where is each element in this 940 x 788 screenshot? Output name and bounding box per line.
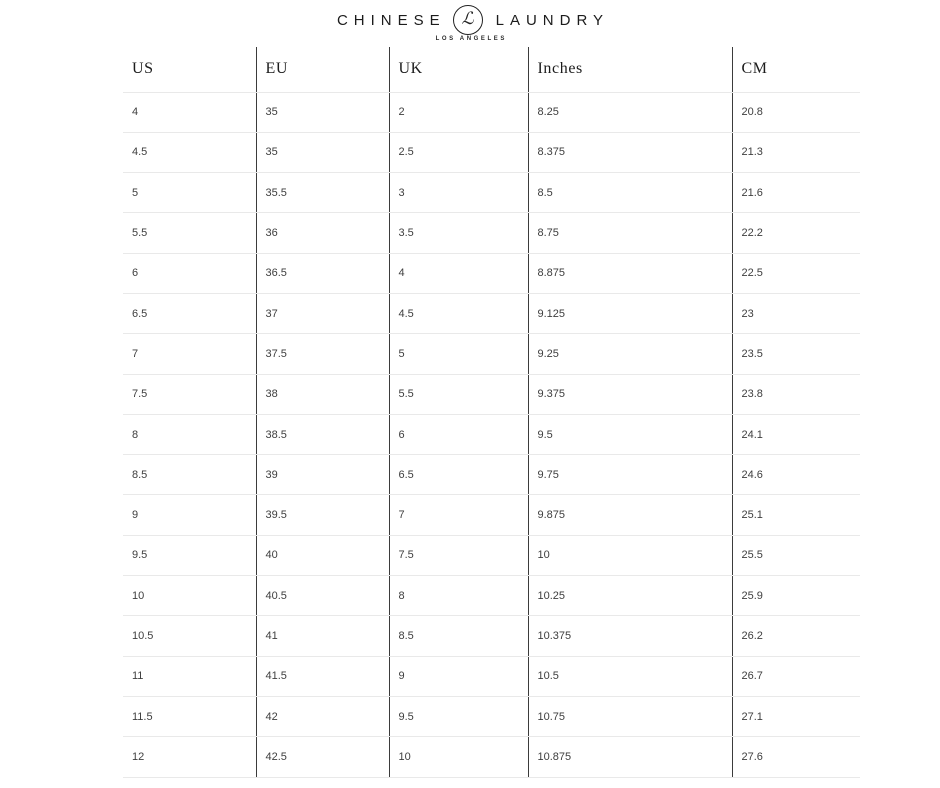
cell-uk: 8.5 <box>389 616 528 656</box>
column-header-inches: Inches <box>528 47 732 92</box>
cell-cm: 22.5 <box>732 253 860 293</box>
brand-header <box>0 5 940 42</box>
size-table-body <box>123 92 860 777</box>
cell-uk: 9 <box>389 656 528 696</box>
cell-inches: 10.875 <box>528 737 732 777</box>
table-row <box>123 737 860 777</box>
cell-eu: 41.5 <box>256 656 389 696</box>
brand-name-left: CHINESE <box>336 11 446 29</box>
cell-us: 4.5 <box>123 132 256 172</box>
cell-inches: 10 <box>528 535 732 575</box>
cell-eu: 37 <box>256 293 389 333</box>
cell-us: 5 <box>123 173 256 213</box>
cell-us: 11.5 <box>123 696 256 736</box>
cell-cm: 23.5 <box>732 334 860 374</box>
cell-us: 6.5 <box>123 293 256 333</box>
cell-cm: 21.6 <box>732 173 860 213</box>
cell-inches: 9.5 <box>528 414 732 454</box>
cell-inches: 8.75 <box>528 213 732 253</box>
column-header-us: US <box>123 47 256 92</box>
cell-eu: 39.5 <box>256 495 389 535</box>
cell-cm: 25.5 <box>732 535 860 575</box>
cell-eu: 35.5 <box>256 173 389 213</box>
table-row <box>123 173 860 213</box>
cell-eu: 41 <box>256 616 389 656</box>
table-row <box>123 535 860 575</box>
cell-inches: 9.375 <box>528 374 732 414</box>
table-row <box>123 132 860 172</box>
cell-us: 10.5 <box>123 616 256 656</box>
cell-cm: 26.7 <box>732 656 860 696</box>
cell-uk: 6.5 <box>389 455 528 495</box>
cell-cm: 22.2 <box>732 213 860 253</box>
header-row <box>123 47 860 92</box>
cell-cm: 23.8 <box>732 374 860 414</box>
cell-cm: 23 <box>732 293 860 333</box>
table-row <box>123 455 860 495</box>
cell-uk: 5.5 <box>389 374 528 414</box>
brand-logo <box>331 5 609 35</box>
brand-emblem-icon <box>453 5 483 35</box>
cell-eu: 40.5 <box>256 576 389 616</box>
cell-inches: 10.25 <box>528 576 732 616</box>
cell-us: 9 <box>123 495 256 535</box>
cell-eu: 42 <box>256 696 389 736</box>
table-row <box>123 656 860 696</box>
cell-eu: 35 <box>256 92 389 132</box>
size-chart-table <box>123 47 860 778</box>
cell-eu: 35 <box>256 132 389 172</box>
cell-eu: 42.5 <box>256 737 389 777</box>
cell-uk: 5 <box>389 334 528 374</box>
cell-uk: 10 <box>389 737 528 777</box>
cell-uk: 4 <box>389 253 528 293</box>
cell-eu: 36 <box>256 213 389 253</box>
cell-cm: 25.1 <box>732 495 860 535</box>
cell-uk: 6 <box>389 414 528 454</box>
column-header-cm: CM <box>732 47 860 92</box>
cell-inches: 10.75 <box>528 696 732 736</box>
table-row <box>123 334 860 374</box>
cell-us: 11 <box>123 656 256 696</box>
cell-uk: 2 <box>389 92 528 132</box>
cell-uk: 3.5 <box>389 213 528 253</box>
cell-us: 7 <box>123 334 256 374</box>
cell-cm: 20.8 <box>732 92 860 132</box>
cell-eu: 38 <box>256 374 389 414</box>
cell-inches: 9.75 <box>528 455 732 495</box>
cell-cm: 27.1 <box>732 696 860 736</box>
cell-cm: 26.2 <box>732 616 860 656</box>
table-row <box>123 92 860 132</box>
cell-eu: 36.5 <box>256 253 389 293</box>
cell-us: 8.5 <box>123 455 256 495</box>
cell-us: 10 <box>123 576 256 616</box>
cell-us: 6 <box>123 253 256 293</box>
brand-name-right: LAUNDRY <box>495 11 610 29</box>
cell-us: 7.5 <box>123 374 256 414</box>
cell-inches: 9.875 <box>528 495 732 535</box>
brand-emblem-letter: ℒ <box>461 8 474 29</box>
cell-inches: 8.375 <box>528 132 732 172</box>
table-row <box>123 213 860 253</box>
cell-us: 5.5 <box>123 213 256 253</box>
column-header-eu: EU <box>256 47 389 92</box>
table-row <box>123 616 860 656</box>
cell-uk: 4.5 <box>389 293 528 333</box>
cell-cm: 25.9 <box>732 576 860 616</box>
cell-eu: 39 <box>256 455 389 495</box>
table-row <box>123 293 860 333</box>
cell-uk: 2.5 <box>389 132 528 172</box>
cell-inches: 10.375 <box>528 616 732 656</box>
cell-us: 12 <box>123 737 256 777</box>
cell-inches: 10.5 <box>528 656 732 696</box>
cell-uk: 9.5 <box>389 696 528 736</box>
table-row <box>123 576 860 616</box>
cell-eu: 40 <box>256 535 389 575</box>
table-row <box>123 253 860 293</box>
cell-us: 9.5 <box>123 535 256 575</box>
table-row <box>123 414 860 454</box>
cell-uk: 7.5 <box>389 535 528 575</box>
cell-uk: 8 <box>389 576 528 616</box>
column-header-uk: UK <box>389 47 528 92</box>
cell-inches: 8.25 <box>528 92 732 132</box>
cell-us: 4 <box>123 92 256 132</box>
cell-cm: 27.6 <box>732 737 860 777</box>
cell-uk: 7 <box>389 495 528 535</box>
cell-inches: 8.875 <box>528 253 732 293</box>
cell-eu: 37.5 <box>256 334 389 374</box>
cell-us: 8 <box>123 414 256 454</box>
brand-tagline: LOS ANGELES <box>435 36 507 42</box>
cell-uk: 3 <box>389 173 528 213</box>
cell-inches: 9.25 <box>528 334 732 374</box>
table-row <box>123 696 860 736</box>
table-row <box>123 374 860 414</box>
cell-cm: 21.3 <box>732 132 860 172</box>
cell-inches: 9.125 <box>528 293 732 333</box>
table-row <box>123 495 860 535</box>
cell-cm: 24.1 <box>732 414 860 454</box>
cell-cm: 24.6 <box>732 455 860 495</box>
cell-eu: 38.5 <box>256 414 389 454</box>
cell-inches: 8.5 <box>528 173 732 213</box>
